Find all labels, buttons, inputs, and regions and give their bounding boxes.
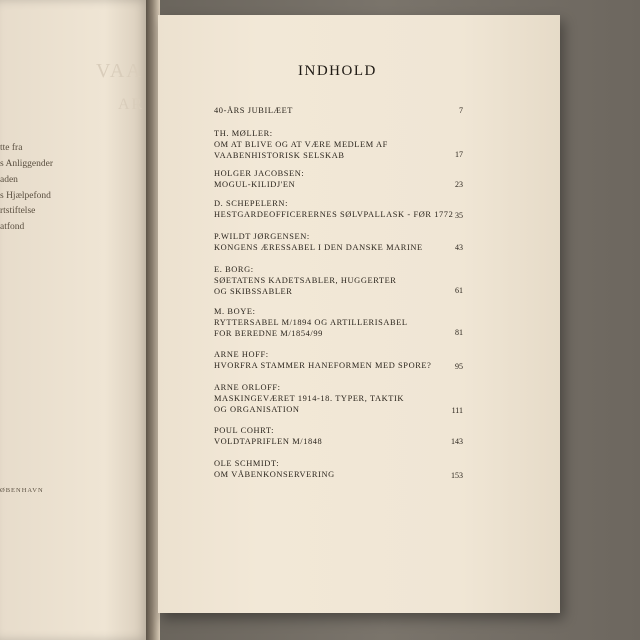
toc-entry — [214, 168, 464, 190]
toc-entry-author: M. BOYE: — [214, 307, 256, 316]
toc-entry-title: SØETATENS KADETSABLER, HUGGERTER — [214, 276, 397, 285]
toc-page-number: 43 — [455, 243, 463, 252]
toc-entry-title: VOLDTAPRIFLEN M/1848 — [214, 437, 323, 446]
toc-entry-title: MOGUL-KILIDJ'EN — [214, 180, 296, 189]
toc-page-number: 7 — [459, 106, 463, 115]
toc-entry-title: MASKINGEVÆRET 1914-18. TYPER, TAKTIK — [214, 394, 405, 403]
left-page-line: rtstiftelse — [0, 206, 36, 216]
toc-entry-title: 40-ÅRS JUBILÆET — [214, 106, 294, 115]
toc-page-number: 23 — [455, 180, 463, 189]
left-page-line: s Hjælpefond — [0, 191, 51, 201]
toc-entry — [214, 198, 464, 220]
page-title: INDHOLD — [298, 63, 377, 79]
toc-entry-title: RYTTERSABEL M/1894 OG ARTILLERISABEL — [214, 318, 408, 327]
toc-entry-author: ARNE ORLOFF: — [214, 383, 281, 392]
left-page-line: atfond — [0, 222, 25, 232]
left-page-faded-subheading: AR — [118, 96, 145, 113]
toc-entry — [214, 264, 464, 297]
left-page-footer: ØBENHAVN — [0, 487, 44, 494]
toc-entry-author: HOLGER JACOBSEN: — [214, 169, 305, 178]
toc-entry-author: POUL COHRT: — [214, 426, 275, 435]
toc-entry — [214, 458, 464, 480]
toc-page-number: 111 — [451, 406, 463, 415]
toc-entry-author: D. SCHEPELERN: — [214, 199, 289, 208]
toc-page-number: 61 — [455, 286, 463, 295]
toc-entry-author: ARNE HOFF: — [214, 350, 269, 359]
toc-entry-title: HESTGARDEOFFICERERNES SØLVPALLASK - FØR 1772 — [214, 210, 454, 219]
toc-page-number: 35 — [455, 211, 463, 220]
toc-entry — [214, 425, 464, 447]
toc-entry-title: OG ORGANISATION — [214, 405, 300, 414]
left-page — [0, 0, 150, 640]
toc-entry-author: TH. MØLLER: — [214, 129, 273, 138]
toc-entry — [214, 128, 464, 161]
toc-page-number: 81 — [455, 328, 463, 337]
left-page-faded-heading: VAA — [96, 60, 143, 82]
toc-entry-title: OG SKIBSSABLER — [214, 287, 293, 296]
toc-entry-title: HVORFRA STAMMER HANEFORMEN MED SPORE? — [214, 361, 432, 370]
toc-entry-author: E. BORG: — [214, 265, 254, 274]
toc-entry — [214, 105, 464, 116]
toc-entry-title: FOR BEREDNE M/1854/99 — [214, 329, 323, 338]
contents-page — [158, 15, 560, 613]
left-page-line: aden — [0, 175, 18, 185]
toc-entry-title: VAABENHISTORISK SELSKAB — [214, 151, 345, 160]
left-page-line: tte fra — [0, 143, 23, 153]
toc-page-number: 153 — [451, 471, 463, 480]
toc-page-number: 143 — [451, 437, 463, 446]
toc-entry-title: OM AT BLIVE OG AT VÆRE MEDLEM AF — [214, 140, 388, 149]
toc-entry — [214, 349, 464, 371]
toc-entry-title: OM VÅBENKONSERVERING — [214, 470, 335, 479]
toc-page-number: 95 — [455, 362, 463, 371]
left-page-line: s Anliggender — [0, 159, 54, 169]
toc-entry-title: KONGENS ÆRESSABEL I DEN DANSKE MARINE — [214, 243, 423, 252]
toc-entry — [214, 382, 464, 415]
toc-entry-author: P.WILDT JØRGENSEN: — [214, 232, 310, 241]
toc-entry — [214, 231, 464, 253]
toc-entry-author: OLE SCHMIDT: — [214, 459, 280, 468]
toc-page-number: 17 — [455, 150, 463, 159]
toc-entry — [214, 306, 464, 339]
